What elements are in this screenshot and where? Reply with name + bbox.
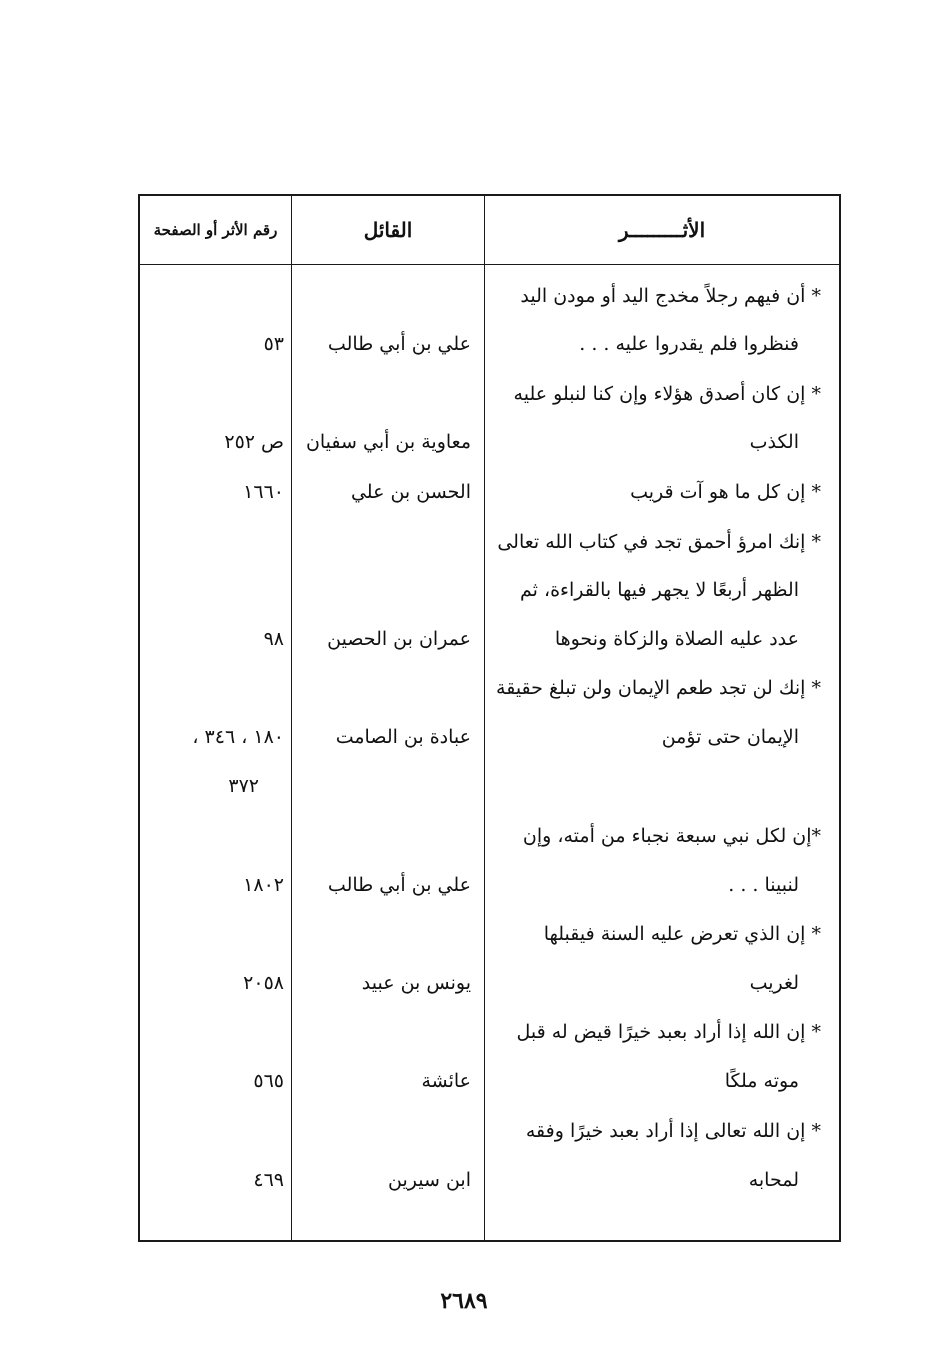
ref-number: ٣٧٢ [228,775,259,797]
athar-text-line: * إن كان أصدق هؤلاء وإن كنا لنبلو عليه [513,383,821,405]
athar-text-line: لمحابه [748,1169,799,1191]
athar-text-line: * إنك امرؤ أحمق تجد في كتاب الله تعالى [497,531,821,553]
qaail-name: الحسن بن علي [350,481,471,503]
athar-text-line: لغريب [749,972,799,994]
athar-text-line: الإيمان حتى تؤمن [661,726,799,748]
qaail-name: عبادة بن الصامت [335,726,471,748]
athar-text-line: * إن الذي تعرض عليه السنة فيقبلها [543,923,821,945]
header-qaail: القائل [363,218,413,242]
ref-number: ٥٦٥ [253,1070,284,1092]
athar-text-line: موته ملكًا [724,1070,799,1092]
header-athar: الأثـــــــــر [618,218,706,242]
qaail-name: عمران بن الحصين [327,628,471,650]
ref-number: ٢٠٥٨ [243,972,284,994]
athar-text-line: عدد عليه الصلاة والزكاة ونحوها [554,628,799,650]
qaail-name: عائشة [421,1070,471,1092]
athar-index-table [138,194,841,1242]
qaail-name: يونس بن عبيد [361,972,471,994]
qaail-name: علي بن أبي طالب [327,333,471,355]
ref-number: ١٨٠ ، ٣٤٦ ، [192,726,284,748]
header-divider [140,264,839,265]
ref-number: ١٦٦٠ [243,481,284,503]
athar-text-line: * أن فيهم رجلاً مخدج اليد أو مودن اليد [520,285,821,307]
ref-number: ١٨٠٢ [243,874,284,896]
qaail-name: ابن سيرين [388,1169,471,1191]
column-divider-qaail [291,196,292,1240]
athar-text-line: * إن الله تعالى إذا أراد بعبد خيرًا وفقه [525,1120,821,1142]
athar-text-line: الظهر أربعًا لا يجهر فيها بالقراءة، ثم [519,579,799,601]
ref-number: ص ٢٥٢ [224,431,284,453]
ref-number: ٥٣ [263,333,284,355]
athar-text-line: فنظروا فلم يقدروا عليه . . . [579,333,799,355]
athar-text-line: لنبينا . . . [728,874,799,896]
athar-text-line: * إن كل ما هو آت قريب [630,481,821,503]
athar-text-line: *إن لكل نبي سبعة نجباء من أمته، وإن [522,825,821,847]
column-divider-athar [484,196,485,1240]
qaail-name: علي بن أبي طالب [327,874,471,896]
athar-text-line: * إنك لن تجد طعم الإيمان ولن تبلغ حقيقة [496,677,821,699]
qaail-name: معاوية بن أبي سفيان [305,431,471,453]
page-number: ٢٦٨٩ [440,1288,488,1314]
athar-text-line: * إن الله إذا أراد بعبد خيرًا قيض له قبل [516,1021,821,1043]
ref-number: ٩٨ [263,628,284,650]
header-ref: رقم الأثر أو الصفحة [153,221,278,239]
athar-text-line: الكذب [749,431,799,453]
ref-number: ٤٦٩ [253,1169,284,1191]
